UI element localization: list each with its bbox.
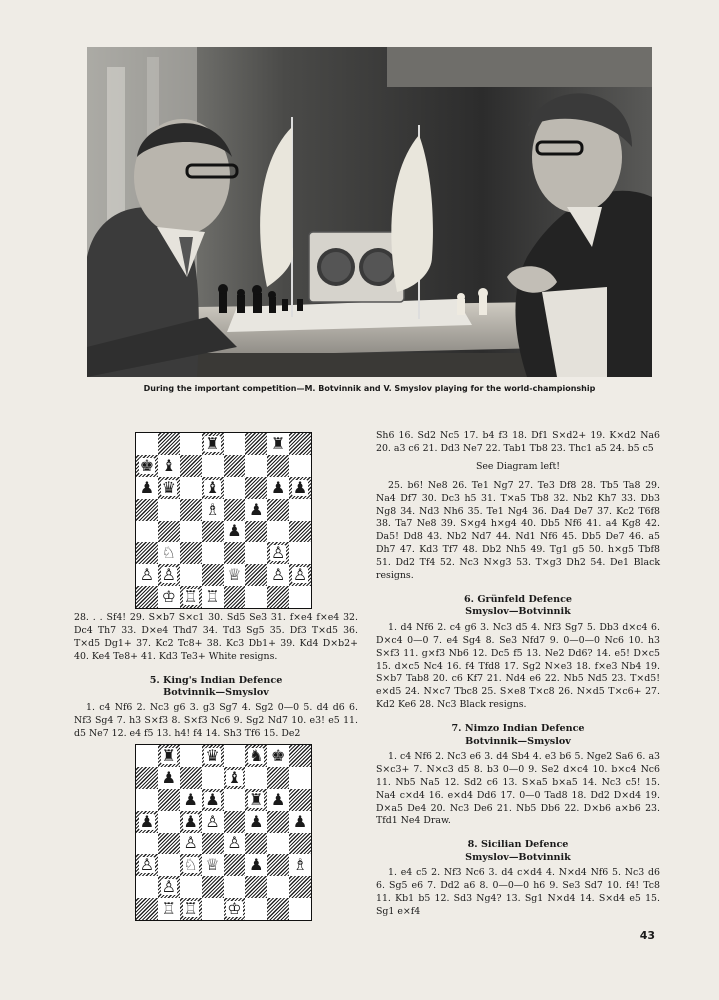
board-square bbox=[136, 876, 158, 898]
board-square bbox=[180, 433, 202, 455]
board-square bbox=[289, 586, 311, 608]
black-pawn-icon: ♟ bbox=[139, 477, 155, 497]
board-square bbox=[289, 477, 311, 499]
board-square bbox=[136, 898, 158, 920]
board-square bbox=[158, 876, 180, 898]
board-square bbox=[180, 745, 202, 767]
board-square bbox=[224, 854, 246, 876]
board-square bbox=[158, 811, 180, 833]
white-rook-icon: ♖ bbox=[183, 899, 198, 919]
board-square bbox=[136, 433, 158, 455]
board-square bbox=[245, 767, 267, 789]
game5-players: Botvinnik—Smyslov bbox=[163, 687, 269, 699]
white-bishop-icon: ♗ bbox=[292, 855, 308, 875]
board-square bbox=[136, 833, 158, 855]
board-square bbox=[289, 898, 311, 920]
board-square bbox=[136, 586, 158, 608]
board-square bbox=[202, 789, 224, 811]
board-square bbox=[289, 745, 311, 767]
chess-diagram-1 bbox=[135, 432, 312, 609]
game5-ending: 25. b6! Ne8 26. Te1 Ng7 27. Te3 Df8 28. Tb5 Ta8 29. Na4 Df7 30. Dc3 h5 31. T×a5 Tb8 32. Nb2 Kh7 33. Db3 Ng8 34. Nd3 Nh6 35. Te1 Ng4 36. Da4 De7 37. Kc2 T6f8 38. Ta7 Ne8 39. S×g4 h×g4 40. Db5 Nf6 41. a4 Kg8 42. Da5! Dd8 43. Nb2 Nd7 44. Nd1 Nf6 45. Db5 De7 46. a5 Dh7 47. Kd3 Tf7 48. Db2 Nh5 49. Tg1 g5 50. h×g5 Tbf8 51. Dd2 Tf4 52. Nc3 N×g3 53. T×g3 Dh2 54. De1 Black resigns. bbox=[376, 479, 660, 582]
white-pawn-icon: ♙ bbox=[161, 877, 176, 897]
black-bishop-icon: ♝ bbox=[205, 477, 220, 497]
board-square bbox=[136, 789, 158, 811]
board-square bbox=[136, 542, 158, 564]
game6-title: 6. Grünfeld Defence bbox=[463, 593, 573, 605]
game5-continuation: Sh6 16. Sd2 Nc5 17. b4 f3 18. Df1 S×d2+ 19. K×d2 Na6 20. a3 c6 21. Dd3 Ne7 22. Tab1 Tb8 23. Thc1 a5 24. b5 c5 bbox=[376, 430, 660, 454]
white-pawn-icon: ♙ bbox=[183, 833, 198, 853]
board-square bbox=[136, 745, 158, 767]
board-square bbox=[180, 521, 202, 543]
board-square bbox=[202, 876, 224, 898]
game8-players: Smyslov—Botvinnik bbox=[465, 851, 571, 863]
black-pawn-icon: ♟ bbox=[227, 521, 242, 541]
board-square bbox=[245, 854, 267, 876]
white-rook-icon: ♖ bbox=[183, 587, 198, 607]
board-square bbox=[158, 477, 180, 499]
board-square bbox=[224, 521, 246, 543]
board-square bbox=[267, 854, 289, 876]
page-number: 43 bbox=[639, 929, 655, 942]
black-rook-icon: ♜ bbox=[249, 789, 264, 809]
board-square bbox=[245, 521, 267, 543]
white-king-icon: ♔ bbox=[161, 587, 176, 607]
black-pawn-icon: ♟ bbox=[139, 811, 155, 831]
game8-moves: 1. e4 c5 2. Nf3 Nc6 3. d4 c×d4 4. N×d4 Nf6 5. Nc3 d6 6. Sg5 e6 7. Dd2 a6 8. 0—0—0 h6 9. Se3 Sd7 10. f4! Tc8 11. Kb1 b5 12. Sd3 Ng4? 13. Sg1 N×d4 14. S×d4 e5 15. Sg1 e×f4 bbox=[376, 867, 660, 917]
board-square bbox=[245, 789, 267, 811]
board-square bbox=[267, 811, 289, 833]
board-square bbox=[267, 789, 289, 811]
black-pawn-icon: ♟ bbox=[249, 499, 264, 519]
board-square bbox=[180, 477, 202, 499]
game7-title: 7. Nimzo Indian Defence bbox=[451, 723, 585, 735]
board-square bbox=[267, 745, 289, 767]
board-square bbox=[202, 455, 224, 477]
black-bishop-icon: ♝ bbox=[227, 767, 242, 787]
board-square bbox=[224, 586, 246, 608]
board-square bbox=[224, 499, 246, 521]
game7-moves: 1. c4 Nf6 2. Nc3 e6 3. d4 Sb4 4. e3 b6 5. Nge2 Sa6 6. a3 S×c3+ 7. N×c3 d5 8. b3 0—0 9. Se2 d×c4 10. b×c4 Nc6 11. Nb5 Na5 12. Sd2 c6 13. S×a5 b×a5 14. Nc3 c5! 15. Na4 c×d4 16. e×d4 Dd6 17. 0—0 Tad8 18. Dd2 D×d4 19. D×a5 De4 20. Nc3 De6 21. Nb5 Db6 22. D×b6 a×b6 23. Tfd1 Ne4 Draw. bbox=[376, 750, 660, 827]
game7-players: Botvinnik—Smyslov bbox=[465, 735, 571, 747]
black-pawn-icon: ♟ bbox=[183, 789, 198, 809]
board-square bbox=[289, 564, 311, 586]
board-square bbox=[289, 876, 311, 898]
board-square bbox=[136, 767, 158, 789]
black-pawn-icon: ♟ bbox=[271, 477, 286, 497]
white-pawn-icon: ♙ bbox=[292, 565, 308, 585]
black-king-icon: ♚ bbox=[139, 455, 155, 475]
white-pawn-icon: ♙ bbox=[205, 811, 220, 831]
board-square bbox=[267, 433, 289, 455]
white-pawn-icon: ♙ bbox=[271, 543, 286, 563]
black-rook-icon: ♜ bbox=[205, 433, 220, 453]
board-square bbox=[180, 811, 202, 833]
board-square bbox=[289, 433, 311, 455]
board-square bbox=[202, 898, 224, 920]
photo bbox=[87, 47, 652, 377]
board-square bbox=[158, 745, 180, 767]
white-queen-icon: ♕ bbox=[227, 565, 242, 585]
photo-caption: During the important competition—M. Botvinnik and V. Smyslov playing for the world-championship bbox=[143, 384, 596, 393]
board-square bbox=[245, 898, 267, 920]
board-square bbox=[224, 455, 246, 477]
board-square bbox=[267, 876, 289, 898]
board-square bbox=[202, 767, 224, 789]
board-square bbox=[180, 854, 202, 876]
board-square bbox=[136, 811, 158, 833]
board-square bbox=[245, 876, 267, 898]
white-pawn-icon: ♙ bbox=[161, 565, 176, 585]
board-square bbox=[289, 521, 311, 543]
board-square bbox=[224, 745, 246, 767]
board-square bbox=[224, 898, 246, 920]
chess-diagram-2 bbox=[135, 744, 312, 921]
white-rook-icon: ♖ bbox=[205, 587, 220, 607]
board-square bbox=[245, 477, 267, 499]
black-pawn-icon: ♟ bbox=[249, 811, 264, 831]
board-square bbox=[224, 542, 246, 564]
photo-illustration bbox=[87, 47, 652, 377]
board-square bbox=[136, 455, 158, 477]
board-square bbox=[180, 876, 202, 898]
game5-title: 5. King's Indian Defence bbox=[149, 674, 283, 686]
white-pawn-icon: ♙ bbox=[139, 565, 155, 585]
black-pawn-icon: ♟ bbox=[249, 855, 264, 875]
board-square bbox=[245, 833, 267, 855]
white-pawn-icon: ♙ bbox=[139, 855, 155, 875]
board-square bbox=[180, 499, 202, 521]
black-queen-icon: ♛ bbox=[205, 745, 220, 765]
board-square bbox=[202, 477, 224, 499]
black-pawn-icon: ♟ bbox=[292, 477, 308, 497]
board-square bbox=[224, 811, 246, 833]
white-rook-icon: ♖ bbox=[161, 899, 176, 919]
board-square bbox=[289, 767, 311, 789]
board-square bbox=[202, 745, 224, 767]
black-pawn-icon: ♟ bbox=[183, 811, 198, 831]
board-square bbox=[267, 542, 289, 564]
board-square bbox=[180, 767, 202, 789]
board-square bbox=[267, 564, 289, 586]
board-square bbox=[202, 499, 224, 521]
board-square bbox=[289, 455, 311, 477]
black-pawn-icon: ♟ bbox=[271, 789, 286, 809]
board-square bbox=[245, 433, 267, 455]
board-square bbox=[158, 499, 180, 521]
board-square bbox=[158, 898, 180, 920]
board-square bbox=[245, 745, 267, 767]
board-square bbox=[224, 833, 246, 855]
white-bishop-icon: ♗ bbox=[205, 499, 220, 519]
game5-moves: 1. c4 Nf6 2. Nc3 g6 3. g3 Sg7 4. Sg2 0—0 5. d4 d6 6. Nf3 Sg4 7. h3 S×f3 8. S×f3 Nc6 9. Sg2 Nd7 10. e3! e5 11. d5 Ne7 12. e4 f5 13. h4! f4 14. Sh3 Tf6 15. De2 bbox=[74, 702, 358, 740]
board-square bbox=[245, 811, 267, 833]
black-rook-icon: ♜ bbox=[271, 433, 286, 453]
board-square bbox=[224, 789, 246, 811]
board-square bbox=[289, 833, 311, 855]
board-square bbox=[202, 433, 224, 455]
board-square bbox=[202, 586, 224, 608]
board-square bbox=[245, 542, 267, 564]
white-king-icon: ♔ bbox=[227, 899, 242, 919]
left-column bbox=[74, 612, 358, 741]
board-square bbox=[158, 564, 180, 586]
board-square bbox=[158, 854, 180, 876]
board-square bbox=[289, 499, 311, 521]
see-diagram-note: See Diagram left! bbox=[475, 460, 561, 472]
board-square bbox=[289, 811, 311, 833]
board-square bbox=[158, 433, 180, 455]
board-square bbox=[136, 854, 158, 876]
board-square bbox=[267, 833, 289, 855]
black-bishop-icon: ♝ bbox=[161, 455, 176, 475]
black-king-icon: ♚ bbox=[271, 745, 286, 765]
black-knight-icon: ♞ bbox=[249, 745, 264, 765]
right-column bbox=[376, 430, 660, 919]
board-square bbox=[289, 854, 311, 876]
board-square bbox=[224, 564, 246, 586]
board-square bbox=[267, 521, 289, 543]
board-square bbox=[267, 499, 289, 521]
white-pawn-icon: ♙ bbox=[227, 833, 242, 853]
board-square bbox=[289, 789, 311, 811]
black-rook-icon: ♜ bbox=[161, 745, 176, 765]
board-square bbox=[289, 542, 311, 564]
board-square bbox=[267, 455, 289, 477]
board-square bbox=[202, 811, 224, 833]
board-square bbox=[136, 564, 158, 586]
game6-moves: 1. d4 Nf6 2. c4 g6 3. Nc3 d5 4. Nf3 Sg7 5. Db3 d×c4 6. D×c4 0—0 7. e4 Sg4 8. Se3 Nfd7 9. 0—0—0 Nc6 10. h3 S×f3 11. g×f3 Nb6 12. Dc5 f5 13. Ne2 Dd6? 14. e5! D×c5 15. d×c5 Nc4 16. f4 Tfd8 17. Sg2 N×e3 18. f×e3 Nb4 19. S×b7 Tab8 20. c6 Kf7 21. Nd4 e6 22. Nb5 Nd5 23. T×d5! e×d5 24. N×c7 Tbc8 25. S×e8 T×c8 26. N×d5 T×c6+ 27. Kd2 Ke6 28. Nc3 Black resigns. bbox=[376, 621, 660, 711]
board-square bbox=[267, 477, 289, 499]
white-knight-icon: ♘ bbox=[183, 855, 198, 875]
board-square bbox=[180, 455, 202, 477]
board-square bbox=[202, 854, 224, 876]
black-pawn-icon: ♟ bbox=[205, 789, 220, 809]
board-square bbox=[180, 789, 202, 811]
board-square bbox=[224, 477, 246, 499]
board-square bbox=[202, 521, 224, 543]
board-square bbox=[158, 833, 180, 855]
board-square bbox=[158, 767, 180, 789]
board-square bbox=[202, 542, 224, 564]
board-square bbox=[158, 789, 180, 811]
board-square bbox=[158, 542, 180, 564]
black-queen-icon: ♛ bbox=[161, 477, 176, 497]
board-square bbox=[136, 521, 158, 543]
white-pawn-icon: ♙ bbox=[271, 565, 286, 585]
black-pawn-icon: ♟ bbox=[292, 811, 308, 831]
board-square bbox=[202, 833, 224, 855]
white-queen-icon: ♕ bbox=[205, 855, 220, 875]
board-square bbox=[180, 833, 202, 855]
board-square bbox=[267, 586, 289, 608]
board-square bbox=[245, 586, 267, 608]
board-square bbox=[136, 499, 158, 521]
board-square bbox=[224, 767, 246, 789]
board-square bbox=[158, 455, 180, 477]
board-square bbox=[202, 564, 224, 586]
board-square bbox=[267, 898, 289, 920]
board-square bbox=[158, 521, 180, 543]
board-square bbox=[245, 499, 267, 521]
black-pawn-icon: ♟ bbox=[161, 767, 176, 787]
game4-ending: 28. . . Sf4! 29. S×b7 S×c1 30. Sd5 Se3 31. f×e4 f×e4 32. Dc4 Th7 33. D×e4 Thd7 34. Td3 Sg5 35. Df3 T×d5 36. T×d5 Dg1+ 37. Kc2 Tc8+ 38. Kc3 Db1+ 39. Kd4 D×b2+ 40. Ke4 Te8+ 41. Kd3 Te3+ White resigns. bbox=[74, 612, 358, 662]
board-square bbox=[180, 564, 202, 586]
board-square bbox=[180, 542, 202, 564]
board-square bbox=[180, 586, 202, 608]
board-square bbox=[224, 433, 246, 455]
board-square bbox=[245, 455, 267, 477]
board-square bbox=[224, 876, 246, 898]
board-square bbox=[158, 586, 180, 608]
board-square bbox=[180, 898, 202, 920]
board-square bbox=[136, 477, 158, 499]
board-square bbox=[267, 767, 289, 789]
board-square bbox=[245, 564, 267, 586]
white-knight-icon: ♘ bbox=[161, 543, 176, 563]
game6-players: Smyslov—Botvinnik bbox=[465, 606, 571, 618]
game8-title: 8. Sicilian Defence bbox=[467, 839, 569, 851]
